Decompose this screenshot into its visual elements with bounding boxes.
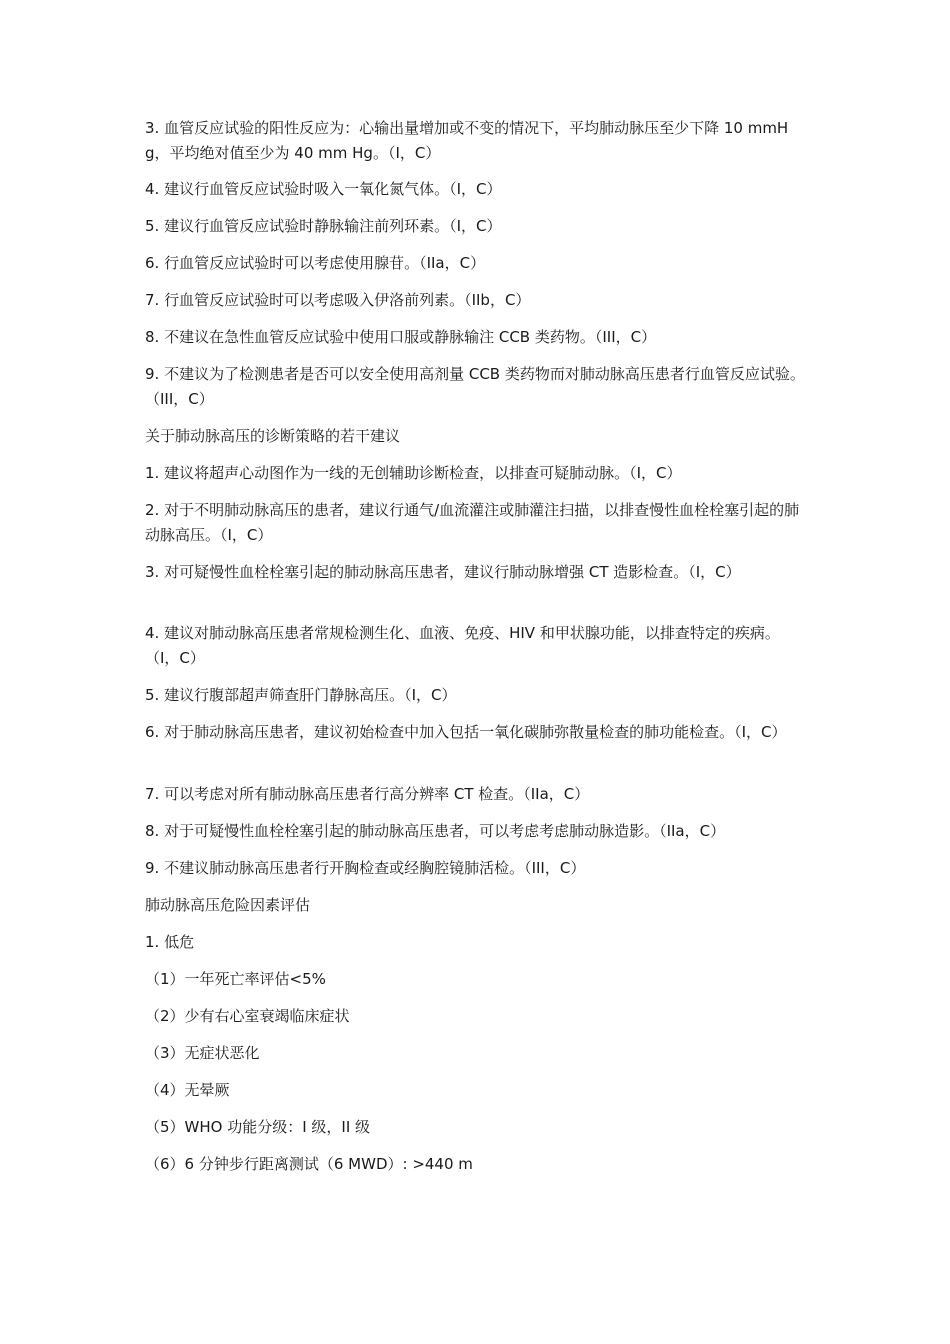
section-heading-diagnostic-strategy: 关于肺动脉高压的诊断策略的若干建议	[145, 427, 401, 445]
paragraph-diag-2-vq-scan: 2. 对于不明肺动脉高压的患者，建议行通气/血流灌注或肺灌注扫描，以排查慢性血栓栓塞引起的肺动脉高压。（I，C）	[145, 501, 800, 544]
paragraph-diag-4-lab-tests: 4. 建议对肺动脉高压患者常规检测生化、血液、免疫、HIV 和甲状腺功能，以排查特定的疾病。（I，C）	[145, 624, 780, 667]
paragraph-diag-1-echocardiography: 1. 建议将超声心动图作为一线的无创辅助诊断检查，以排查可疑肺动脉。（I，C）	[145, 464, 682, 482]
list-item-6mwd: （6）6 分钟步行距离测试（6 MWD）: >440 m	[145, 1155, 473, 1173]
paragraph-diag-3-ct-angiography: 3. 对可疑慢性血栓栓塞引起的肺动脉高压患者，建议行肺动脉增强 CT 造影检查。（I，C）	[145, 563, 741, 581]
paragraph-item-9-high-dose-ccb: 9. 不建议为了检测患者是否可以安全使用高剂量 CCB 类药物而对肺动脉高压患者行血管反应试验。（III，C）	[145, 365, 805, 408]
paragraph-diag-6-lung-function: 6. 对于肺动脉高压患者，建议初始检查中加入包括一氧化碳肺弥散量检查的肺功能检查。（I，C）	[145, 723, 787, 741]
list-item-no-syncope: （4）无晕厥	[145, 1081, 230, 1099]
paragraph-item-8-ccb: 8. 不建议在急性血管反应试验中使用口服或静脉输注 CCB 类药物。（III，C）	[145, 328, 657, 346]
paragraph-diag-5-abdominal-ultrasound: 5. 建议行腹部超声筛查肝门静脉高压。（I，C）	[145, 686, 457, 704]
paragraph-item-5-prostacyclin: 5. 建议行血管反应试验时静脉输注前列环素。（I，C）	[145, 217, 502, 235]
paragraph-risk-low: 1. 低危	[145, 933, 195, 951]
list-item-mortality: （1）一年死亡率评估<5%	[145, 970, 326, 988]
section-heading-risk-assessment: 肺动脉高压危险因素评估	[145, 896, 311, 914]
paragraph-diag-7-hrct: 7. 可以考虑对所有肺动脉高压患者行高分辨率 CT 检查。（IIa，C）	[145, 785, 590, 803]
list-item-who-class: （5）WHO 功能分级：I 级，II 级	[145, 1118, 371, 1136]
paragraph-diag-8-pulmonary-angiography: 8. 对于可疑慢性血栓栓塞引起的肺动脉高压患者，可以考虑考虑肺动脉造影。（IIa，C）	[145, 822, 726, 840]
list-item-no-progression: （3）无症状恶化	[145, 1044, 260, 1062]
paragraph-item-7-iloprost: 7. 行血管反应试验时可以考虑吸入伊洛前列素。（IIb，C）	[145, 291, 531, 309]
paragraph-item-4-nitric-oxide: 4. 建议行血管反应试验时吸入一氧化氮气体。（I，C）	[145, 180, 502, 198]
paragraph-item-3-positive-response: 3. 血管反应试验的阳性反应为：心输出量增加或不变的情况下，平均肺动脉压至少下降 10 mmHg，平均绝对值至少为 40 mm Hg。（I，C）	[145, 119, 789, 162]
paragraph-diag-9-lung-biopsy: 9. 不建议肺动脉高压患者行开胸检查或经胸腔镜肺活检。（III，C）	[145, 859, 586, 877]
paragraph-item-6-adenosine: 6. 行血管反应试验时可以考虑使用腺苷。（IIa，C）	[145, 254, 486, 272]
list-item-rv-failure: （2）少有右心室衰竭临床症状	[145, 1007, 350, 1025]
